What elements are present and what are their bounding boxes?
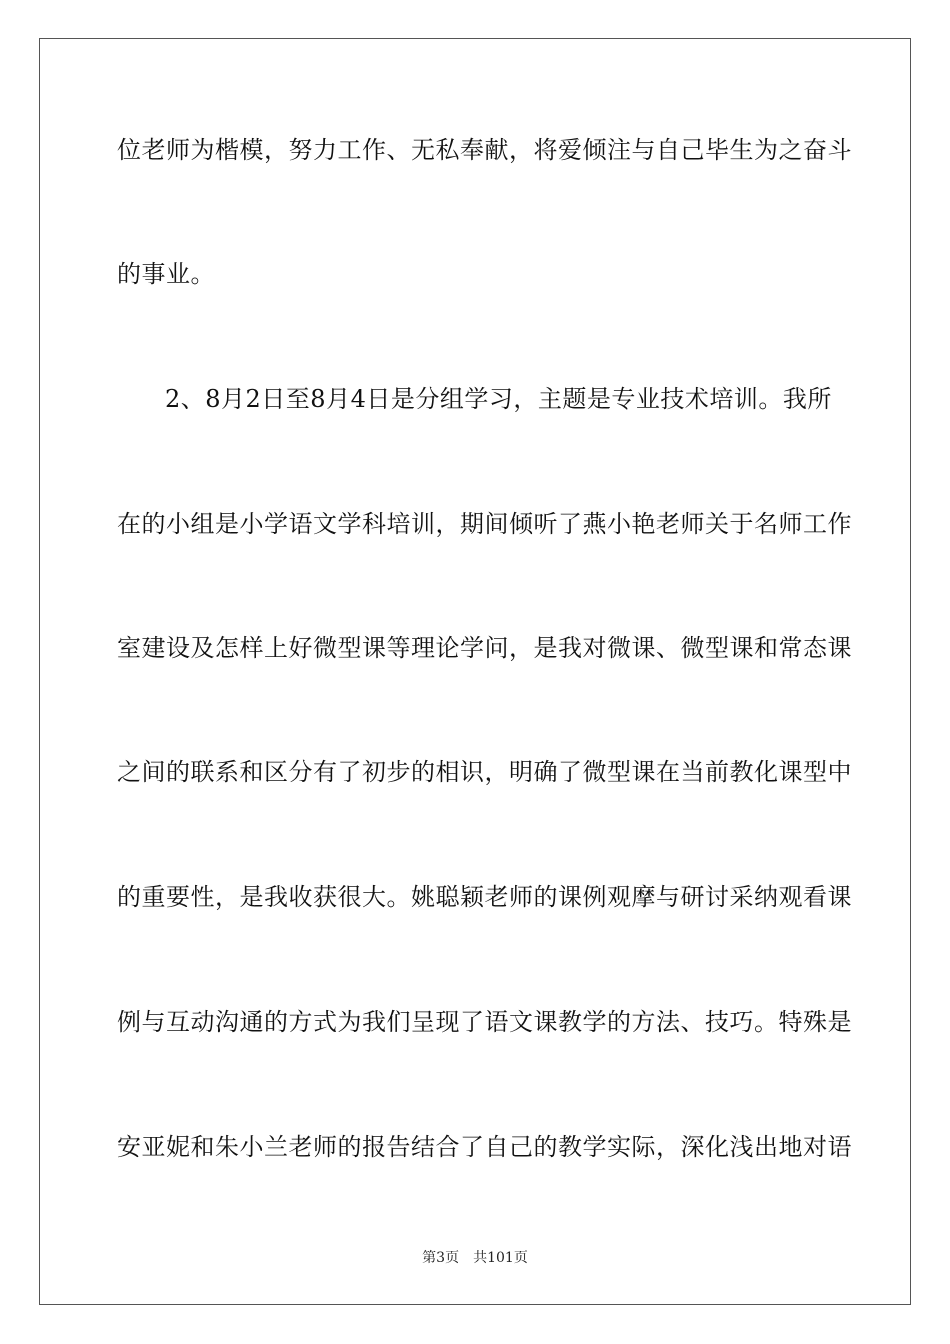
paragraph-line: 位老师为楷模，努力工作、无私奉献，将爱倾注与自己毕生为之奋斗 (117, 136, 852, 164)
paragraph-line: 室建设及怎样上好微型课等理论学问，是我对微课、微型课和常态课 (117, 634, 852, 662)
page-footer (0, 1249, 950, 1267)
paragraph-line: 之间的联系和区分有了初步的相识，明确了微型课在当前教化课型中 (117, 758, 852, 786)
page-frame (39, 38, 911, 1305)
paragraph-line: 安亚妮和朱小兰老师的报告结合了自己的教学实际，深化浅出地对语 (117, 1133, 852, 1161)
paragraph-line: 的事业。 (117, 260, 215, 288)
page-number-current: 第3页 (422, 1250, 460, 1266)
paragraph-line: 例与互动沟通的方式为我们呈现了语文课教学的方法、技巧。特殊是 (117, 1008, 852, 1036)
page-number-total: 共101页 (473, 1250, 528, 1266)
paragraph-line: 在的小组是小学语文学科培训，期间倾听了燕小艳老师关于名师工作 (117, 510, 852, 538)
paragraph-line: 的重要性，是我收获很大。姚聪颖老师的课例观摩与研讨采纳观看课 (117, 883, 852, 911)
paragraph-line: 2、8月2日至8月4日是分组学习，主题是专业技术培训。我所 (165, 385, 832, 413)
